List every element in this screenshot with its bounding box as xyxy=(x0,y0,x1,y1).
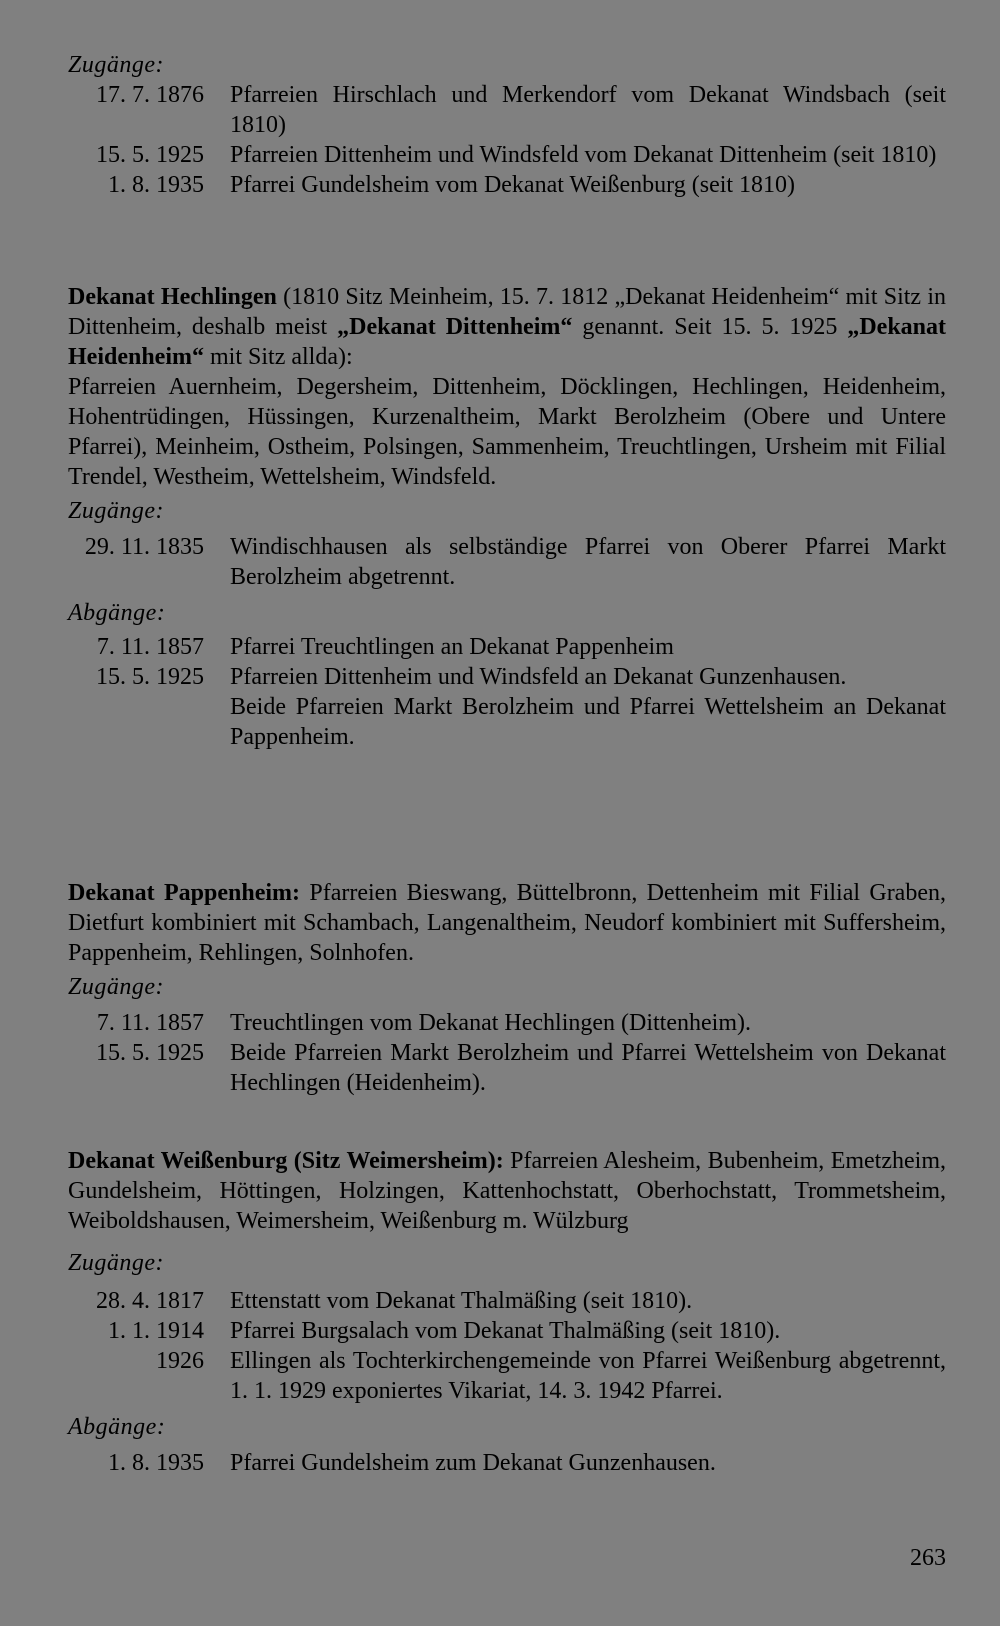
list-item xyxy=(68,632,946,662)
entry-date: 15. 5. 1925 xyxy=(96,142,204,168)
zugaenge-label: Zugänge: xyxy=(68,498,164,524)
hechlingen-heading-paragraph xyxy=(68,282,946,372)
entry-date: 29. 11. 1835 xyxy=(84,534,204,560)
list-item xyxy=(68,80,946,140)
section-intro-zugaenge xyxy=(68,50,946,200)
emphasis-text: „Dekanat Heidenheim“ xyxy=(68,314,946,370)
entry-date: 1926 xyxy=(156,1348,204,1374)
entry-text: Pfarrei Treuchtlingen an Dekanat Pappenheim xyxy=(230,634,674,660)
list-item xyxy=(68,1316,946,1346)
list-item xyxy=(68,1038,946,1098)
entry-text: Pfarrei Burgsalach vom Dekanat Thalmäßing (seit 1810). xyxy=(230,1318,781,1344)
section-dekanat-pappenheim xyxy=(68,878,946,1098)
zugaenge-label: Zugänge: xyxy=(68,52,164,78)
zugaenge-label: Zugänge: xyxy=(68,1250,164,1276)
entry-date: 1. 8. 1935 xyxy=(108,1450,204,1476)
section-title: Dekanat Hechlingen xyxy=(68,284,277,310)
entry-text: Pfarreien Dittenheim und Windsfeld an Dekanat Gunzenhausen. xyxy=(230,664,847,690)
entry-date: 1. 8. 1935 xyxy=(108,172,204,198)
entry-date: 15. 5. 1925 xyxy=(96,664,204,690)
section-title: Dekanat Pappenheim: xyxy=(68,880,301,906)
section-title: Dekanat Weißenburg (Sitz Weimersheim): xyxy=(68,1148,504,1174)
list-item xyxy=(68,1286,946,1316)
abgaenge-label: Abgänge: xyxy=(68,1414,166,1440)
paragraph-text: genannt. Seit 15. 5. 1925 xyxy=(572,314,848,340)
list-item xyxy=(68,532,946,592)
paragraph-text: Pfarreien Alesheim, Bubenheim, Emetzheim, Gundelsheim, Höttingen, Holzingen, Kattenhochstatt, Oberhochstatt, Trommetsheim, Weiboldshausen, Weimersheim, Weißenburg m. Wülzburg xyxy=(68,1148,946,1234)
pfarreien-list: Pfarreien Auernheim, Degersheim, Dittenheim, Döcklingen, Hechlingen, Heidenheim, Hohentrüdingen, Hüssingen, Kurzenaltheim, Markt Berolzheim (Obere und Untere Pfarrei), Meinheim, Ostheim, Polsingen, Sammenheim, Treuchtlingen, Ursheim mit Filial Trendel, Westheim, Wettelsheim, Windsfeld. xyxy=(68,374,946,490)
entry-text: Ellingen als Tochterkirchengemeinde von Pfarrei Weißenburg abgetrennt, 1. 1. 1929 exponiertes Vikariat, 14. 3. 1942 Pfarrei. xyxy=(230,1348,946,1404)
paragraph-text: Pfarreien Bieswang, Büttelbronn, Dettenheim mit Filial Graben, Dietfurt kombiniert mit Schambach, Langenaltheim, Neudorf kombiniert mit Suffersheim, Pappenheim, Rehlingen, Solnhofen. xyxy=(68,880,946,966)
entry-date: 28. 4. 1817 xyxy=(96,1288,204,1314)
entry-date: 15. 5. 1925 xyxy=(96,1040,204,1066)
list-item xyxy=(68,1346,946,1406)
paragraph-text: mit Sitz allda): xyxy=(204,344,353,370)
entry-text: Pfarrei Gundelsheim zum Dekanat Gunzenhausen. xyxy=(230,1450,716,1476)
entry-date: 7. 11. 1857 xyxy=(96,634,204,660)
list-item xyxy=(68,140,946,170)
entry-text: Beide Pfarreien Markt Berolzheim und Pfarrei Wettelsheim von Dekanat Hechlingen (Heidenheim). xyxy=(230,1040,946,1096)
pappenheim-paragraph xyxy=(68,878,946,968)
section-dekanat-weissenburg xyxy=(68,1146,946,1478)
zugaenge-label: Zugänge: xyxy=(68,974,164,1000)
abgaenge-label: Abgänge: xyxy=(68,600,166,626)
weissenburg-paragraph xyxy=(68,1146,946,1236)
emphasis-text: „Dekanat Dittenheim“ xyxy=(337,314,573,340)
entry-date: 7. 11. 1857 xyxy=(96,1010,204,1036)
paragraph-text: (1810 Sitz Meinheim, 15. 7. 1812 „Dekanat Heidenheim“ mit Sitz in Dittenheim, deshalb meist xyxy=(68,284,946,340)
page-number: 263 xyxy=(910,1545,946,1571)
section-dekanat-hechlingen xyxy=(68,282,946,752)
entry-text: Beide Pfarreien Markt Berolzheim und Pfarrei Wettelsheim an Dekanat Pappenheim. xyxy=(230,694,946,750)
list-item xyxy=(68,1448,946,1478)
list-item xyxy=(68,170,946,200)
entry-date xyxy=(68,692,230,752)
entry-text: Ettenstatt vom Dekanat Thalmäßing (seit 1810). xyxy=(230,1288,693,1314)
entry-text: Treuchtlingen vom Dekanat Hechlingen (Dittenheim). xyxy=(230,1010,751,1036)
entry-text: Pfarreien Hirschlach und Merkendorf vom Dekanat Windsbach (seit 1810) xyxy=(230,82,946,138)
entry-text: Pfarrei Gundelsheim vom Dekanat Weißenburg (seit 1810) xyxy=(230,172,796,198)
entry-date: 1. 1. 1914 xyxy=(108,1318,204,1344)
entry-text: Pfarreien Dittenheim und Windsfeld vom Dekanat Dittenheim (seit 1810) xyxy=(230,142,937,168)
entry-text: Windischhausen als selbständige Pfarrei von Oberer Pfarrei Markt Berolzheim abgetrennt. xyxy=(230,534,946,590)
list-item xyxy=(68,1008,946,1038)
list-item xyxy=(68,662,946,692)
list-item xyxy=(68,692,946,752)
entry-date: 17. 7. 1876 xyxy=(96,82,204,108)
